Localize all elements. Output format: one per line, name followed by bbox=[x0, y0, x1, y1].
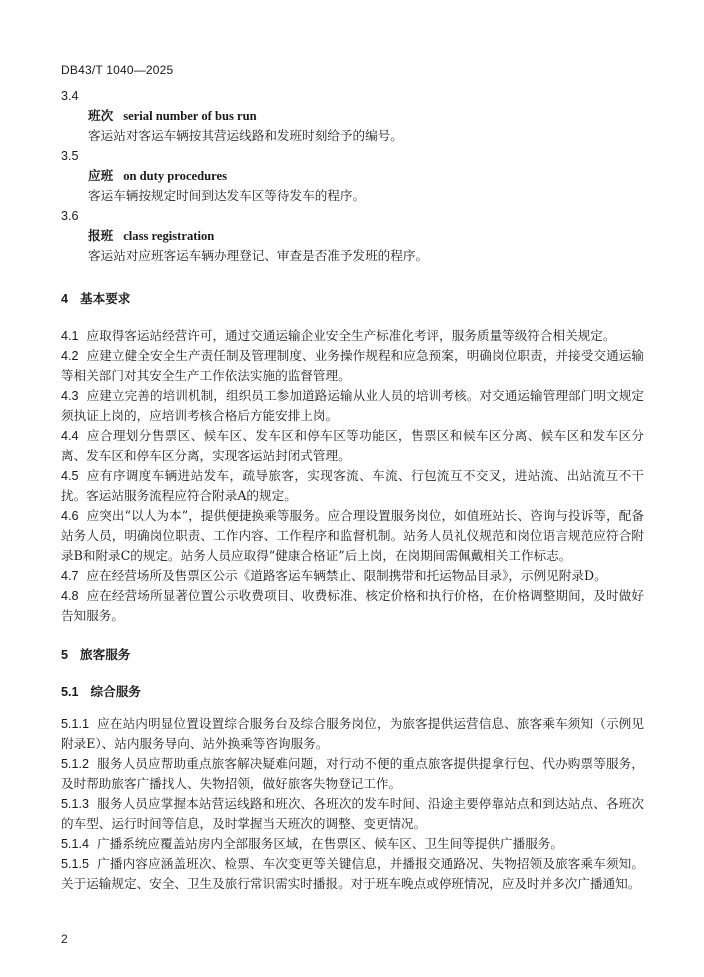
clause-text: 应建立健全安全生产责任制及管理制度、业务操作规程和应急预案，明确岗位职责，并接受交通运输等相关部门对其安全生产工作依法实施的监督管理。 bbox=[61, 348, 644, 383]
clause-number: 4.5 bbox=[61, 469, 79, 483]
section-title: 综合服务 bbox=[90, 684, 141, 699]
clause bbox=[61, 346, 644, 386]
page-content bbox=[61, 86, 644, 894]
page-number: 2 bbox=[61, 932, 68, 946]
term-english: class registration bbox=[123, 229, 215, 243]
clause-number: 4.2 bbox=[61, 349, 79, 363]
clause-list bbox=[61, 714, 644, 894]
clause bbox=[61, 714, 644, 754]
clause bbox=[61, 834, 644, 854]
clause-text: 服务人员应掌握本站营运线路和班次、各班次的发车时间、沿途主要停靠站点和到达站点、各班次的车型、运行时间等信息，及时掌握当天班次的调整、变更情况。 bbox=[61, 796, 644, 831]
clause-list bbox=[61, 326, 644, 626]
clause-number: 4.3 bbox=[61, 389, 79, 403]
term-heading bbox=[61, 106, 644, 126]
chapter-heading bbox=[61, 645, 644, 665]
clause-text: 应在经营场所显著位置公示收费项目、收费标准、核定价格和执行价格，在价格调整期间，及时做好告知服务。 bbox=[61, 588, 644, 623]
term-number: 3.6 bbox=[61, 209, 79, 223]
clause bbox=[61, 326, 644, 346]
chapter-number: 4 bbox=[61, 292, 69, 306]
clause-number: 5.1.3 bbox=[61, 797, 90, 811]
clause-number: 5.1.1 bbox=[61, 717, 90, 731]
clause-number: 4.1 bbox=[61, 329, 79, 343]
clause bbox=[61, 566, 644, 586]
term-chinese: 报班 bbox=[88, 228, 114, 243]
term-heading bbox=[61, 166, 644, 186]
clause-text: 应在站内明显位置设置综合服务台及综合服务岗位，为旅客提供运营信息、旅客乘车须知（示例见附录E）、站内服务导向、站外换乘等咨询服务。 bbox=[61, 716, 644, 751]
clause-number: 5.1.5 bbox=[61, 857, 90, 871]
clause bbox=[61, 794, 644, 834]
term-definition: 客运站对应班客运车辆办理登记、审查是否准予发班的程序。 bbox=[88, 248, 429, 263]
section-heading bbox=[61, 682, 644, 702]
clause-text: 应在经营场所及售票区公示《道路客运车辆禁止、限制携带和托运物品目录》，示例见附录D。 bbox=[86, 568, 607, 583]
clause-number: 4.6 bbox=[61, 509, 79, 523]
clause bbox=[61, 586, 644, 626]
clause-text: 应取得客运站经营许可，通过交通运输企业安全生产标准化考评，服务质量等级符合相关规定。 bbox=[86, 328, 616, 343]
term-english: on duty procedures bbox=[123, 169, 227, 183]
term-entry bbox=[61, 86, 644, 146]
clause-number: 4.7 bbox=[61, 569, 79, 583]
clause bbox=[61, 854, 644, 894]
term-chinese: 班次 bbox=[88, 108, 114, 123]
term-definition: 客运站对客运车辆按其营运线路和发班时刻给予的编号。 bbox=[88, 128, 403, 143]
chapter-heading bbox=[61, 289, 644, 309]
clause-number: 5.1.4 bbox=[61, 837, 90, 851]
clause bbox=[61, 754, 644, 794]
clause-text: 应突出“以人为本”，提供便捷换乘等服务。应合理设置服务岗位，如值班站长、咨询与投诉等，配备站务人员，明确岗位职责、工作内容、工作程序和监督机制。站务人员礼仪规范和岗位语言规范应符合附录B和附录C的规定。站务人员应取得“健康合格证”后上岗，在岗期间需佩戴相关工作标志。 bbox=[61, 508, 644, 563]
clause bbox=[61, 466, 644, 506]
clause bbox=[61, 386, 644, 426]
term-heading bbox=[61, 226, 644, 246]
clause bbox=[61, 426, 644, 466]
chapter-number: 5 bbox=[61, 648, 69, 662]
term-english: serial number of bus run bbox=[123, 109, 257, 123]
term-chinese: 应班 bbox=[88, 168, 114, 183]
clause-text: 应有序调度车辆进站发车，疏导旅客，实现客流、车流、行包流互不交叉，进站流、出站流互不干扰。客运站服务流程应符合附录A的规定。 bbox=[61, 468, 644, 503]
clause-number: 4.8 bbox=[61, 589, 79, 603]
term-number: 3.5 bbox=[61, 149, 79, 163]
term-definition: 客运车辆按规定时间到达发车区等待发车的程序。 bbox=[88, 188, 366, 203]
chapter-title: 旅客服务 bbox=[80, 647, 131, 662]
clause-text: 应建立完善的培训机制，组织员工参加道路运输从业人员的培训考核。对交通运输管理部门明文规定须执证上岗的，应培训考核合格后方能安排上岗。 bbox=[61, 388, 644, 423]
clause-text: 广播内容应涵盖班次、检票、车次变更等关键信息，并播报交通路况、失物招领及旅客乘车须知。关于运输规定、安全、卫生及旅行常识需实时播报。对于班车晚点或停班情况，应及时并多次广播通知。 bbox=[61, 856, 644, 891]
clause bbox=[61, 506, 644, 566]
clause-number: 5.1.2 bbox=[61, 757, 90, 771]
clause-text: 广播系统应覆盖站房内全部服务区域，在售票区、候车区、卫生间等提供广播服务。 bbox=[97, 836, 563, 851]
clause-text: 应合理划分售票区、候车区、发车区和停车区等功能区，售票区和候车区分离、候车区和发车区分离、发车区和停车区分离，实现客运站封闭式管理。 bbox=[61, 428, 644, 463]
document-code: DB43/T 1040—2025 bbox=[61, 63, 174, 77]
clause-text: 服务人员应帮助重点旅客解决疑难问题，对行动不便的重点旅客提供提拿行包、代办购票等服务，及时帮助旅客广播找人、失物招领，做好旅客失物登记工作。 bbox=[61, 756, 644, 791]
term-entry bbox=[61, 206, 644, 266]
chapter-title: 基本要求 bbox=[80, 291, 131, 306]
section-number: 5.1 bbox=[61, 685, 79, 699]
clause-number: 4.4 bbox=[61, 429, 79, 443]
term-number: 3.4 bbox=[61, 89, 79, 103]
term-entry bbox=[61, 146, 644, 206]
